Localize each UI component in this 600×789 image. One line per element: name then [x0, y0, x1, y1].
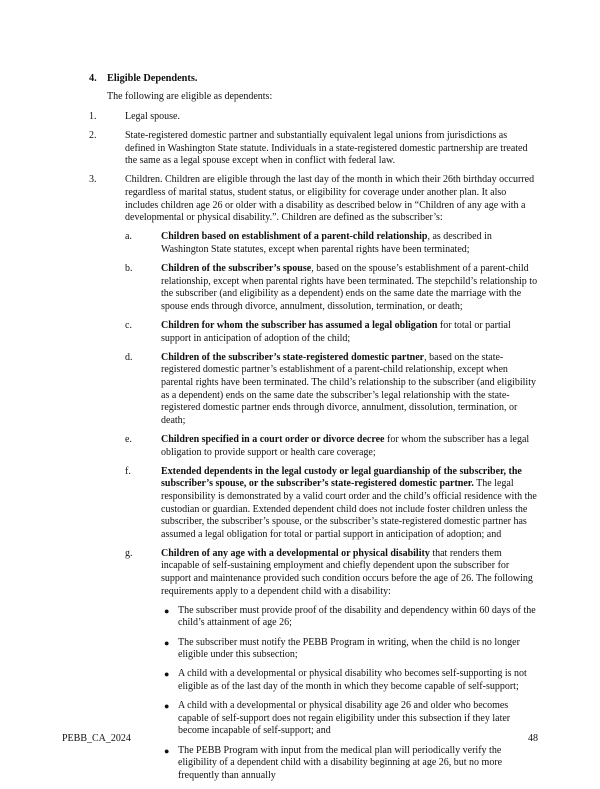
sublist-item-heading: Children of the subscriber’s state-registered domestic partner [161, 351, 425, 363]
footer-doc-id: PEBB_CA_2024 [62, 733, 131, 744]
sublist-item-heading: Children based on establishment of a parent-child relationship [161, 231, 428, 243]
sublist-item [125, 548, 539, 782]
bullet-text: The subscriber must provide proof of the disability and dependency within 60 days of the child’s attainment of age 26; [178, 604, 536, 629]
sublist-item [125, 434, 539, 459]
sublist-marker: b. [125, 263, 133, 275]
bullet-icon: ● [164, 669, 170, 680]
bullet-text: A child with a developmental or physical disability age 26 and older who becomes capable of self-support does not regain eligibility under this subsection if they later become incapable of self-support; and [178, 700, 511, 737]
sublist-marker: a. [125, 231, 132, 243]
bullet-item [161, 605, 539, 630]
sublist-item-heading: Children for whom the subscriber has assumed a legal obligation [161, 320, 438, 331]
sublist-marker: g. [125, 547, 133, 559]
footer-page-number: 48 [528, 733, 538, 744]
list-marker: 1. [89, 111, 97, 122]
sublist-item-text: , based on the spouse’s establishment of a parent-child relationship, except when parental rights have been terminated. The stepchild’s relationship to the subscriber (and eligibility as a dependent) ends on the same date the marriage with the spouse ends through divorce, annulment, dissolution, termination, or death; [161, 263, 538, 312]
list-item-text: State-registered domestic partner and substantially equivalent legal unions from jurisdictions as defined in Washington State statute. Individuals in a state-registered domestic partnership are treated the same as a legal spouse except when in conflict with federal law. [125, 130, 528, 167]
section-number: 4. [89, 73, 97, 84]
sublist-item [125, 320, 539, 345]
bullet-text: The subscriber must notify the PEBB Program in writing, when the child is no longer eligible under this subsection; [178, 636, 520, 661]
sublist-item-text: for total or partial support in anticipation of adoption of the child; [161, 320, 511, 344]
sublist-item [125, 352, 539, 428]
sublist-marker: d. [125, 351, 133, 363]
list-item [89, 130, 539, 168]
sublist-item-text: The legal responsibility is demonstrated by a valid court order and the child’s official residence with the custodian or guardian. Extended dependent child does not include foster children unless the subscriber, the subscriber’s spouse, or the subscriber’s state-registered domestic partner has assumed a legal obligation for total or partial support in anticipation of adoption; and [161, 478, 537, 540]
dependents-list [89, 111, 539, 789]
section-intro: The following are eligible as dependents: [107, 91, 273, 102]
disability-requirements-list [161, 605, 539, 783]
sublist-item-heading: Children specified in a court order or divorce decree [161, 433, 385, 445]
bullet-icon: ● [164, 605, 170, 616]
bullet-icon: ● [164, 637, 170, 648]
section-title: Eligible Dependents. [107, 73, 198, 84]
sublist-item-text: for whom the subscriber has a legal obligation to provide support or health care coverage; [161, 433, 530, 458]
sublist-marker: e. [125, 433, 132, 445]
sublist-marker: c. [125, 320, 132, 331]
bullet-item [161, 745, 539, 783]
sublist-item [125, 466, 539, 542]
sublist-item-text: that renders them incapable of self-sustaining employment and chiefly dependent upon the subscriber for support and maintenance provided such condition occurs before the age of 26. The following requirements apply to a dependent child with a disability: [161, 547, 533, 597]
bullet-item [161, 637, 539, 662]
list-item-text: Legal spouse. [125, 111, 180, 122]
sublist-item-heading: Children of the subscriber’s spouse [161, 263, 312, 275]
bullet-text: The PEBB Program with input from the medical plan will periodically verify the eligibility of a dependent child with a disability beginning at age 26, but no more frequently than annually [178, 744, 503, 781]
sublist-item [125, 263, 539, 313]
sublist-item [125, 231, 539, 256]
sublist-item-text: , as described in Washington State statutes, except when parental rights have been terminated; [161, 231, 492, 255]
bullet-icon: ● [164, 701, 170, 712]
sublist-marker: f. [125, 465, 131, 477]
sublist-item-text: , based on the state-registered domestic partner’s establishment of a parent-child relationship, except when parental rights have been terminated. The child’s relationship to the subscriber (and eligibility as a dependent) ends on the same date the subscriber’s legal relationship with the state-registered domestic partner ends through divorce, annulment, dissolution, termination, or death; [161, 351, 536, 426]
sublist-item-heading: Children of any age with a developmental or physical disability [161, 547, 430, 559]
bullet-text: A child with a developmental or physical disability who becomes self-supporting is not eligible as of the last day of the month in which they become capable of self-support; [178, 668, 527, 692]
list-marker: 3. [89, 174, 97, 186]
sublist-item-heading: Extended dependents in the legal custody or legal guardianship of the subscriber, the subscriber’s spouse, or the subscriber’s state-registered domestic partner. [161, 465, 522, 490]
children-sublist [125, 231, 539, 782]
list-marker: 2. [89, 130, 97, 142]
list-item [89, 111, 539, 124]
list-item-text: Children. Children are eligible through the last day of the month in which their 26th birthday occurred regardless of marital status, student status, or eligibility for coverage under another plan. It also includes children age 26 or older with a disability as described below in “Children of any age with a developmental or physical disability.”. Children are defined as the subscriber’s: [125, 174, 535, 224]
bullet-item [161, 668, 539, 693]
list-item [89, 174, 539, 782]
bullet-icon: ● [164, 745, 170, 756]
